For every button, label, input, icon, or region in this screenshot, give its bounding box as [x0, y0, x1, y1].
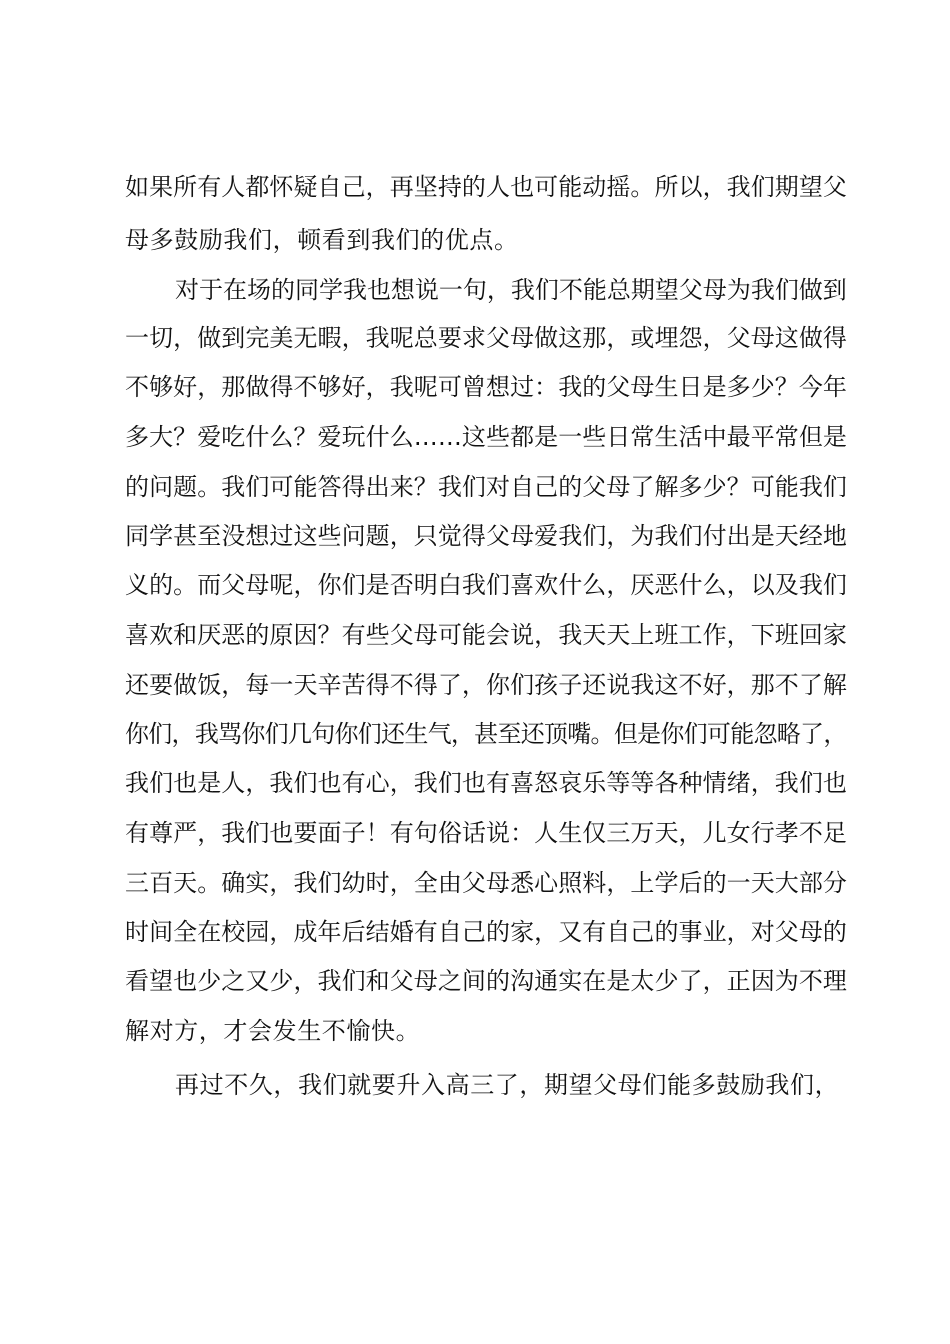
paragraph-2-line-13: 三百天。确实，我们幼时，全由父母悉心照料，上学后的一天大部分 — [125, 869, 847, 897]
paragraph-2-line-11: 我们也是人，我们也有心，我们也有喜怒哀乐等等各种情绪，我们也 — [125, 769, 847, 797]
paragraph-2-line-6: 同学甚至没想过这些问题，只觉得父母爱我们，为我们付出是天经地 — [125, 522, 847, 550]
paragraph-2-line-12: 有尊严，我们也要面子！有句俗话说：人生仅三万天，儿女行孝不足 — [125, 819, 847, 847]
paragraph-2-line-9: 还要做饭，每一天辛苦得不得了，你们孩子还说我这不好，那不了解 — [125, 671, 847, 699]
paragraph-1-line-2: 母多鼓励我们，顿看到我们的优点。 — [125, 226, 519, 254]
paragraph-2-line-3: 不够好，那做得不够好，我呢可曾想过：我的父母生日是多少？今年 — [125, 373, 847, 401]
paragraph-1-line-1: 如果所有人都怀疑自己，再坚持的人也可能动摇。所以，我们期望父 — [125, 173, 847, 201]
paragraph-2-line-16: 解对方，才会发生不愉快。 — [125, 1017, 421, 1045]
paragraph-3-line-1: 再过不久，我们就要升入高三了，期望父母们能多鼓励我们， — [175, 1071, 840, 1099]
paragraph-2-line-4: 多大？爱吃什么？爱玩什么……这些都是一些日常生活中最平常但是 — [125, 423, 847, 451]
paragraph-2-line-15: 看望也少之又少，我们和父母之间的沟通实在是太少了，正因为不理 — [125, 967, 847, 995]
paragraph-2-line-5: 的问题。我们可能答得出来？我们对自己的父母了解多少？可能我们 — [125, 473, 847, 501]
paragraph-2-line-7: 义的。而父母呢，你们是否明白我们喜欢什么，厌恶什么，以及我们 — [125, 571, 847, 599]
paragraph-2-line-8: 喜欢和厌恶的原因？有些父母可能会说，我天天上班工作，下班回家 — [125, 621, 847, 649]
paragraph-2-line-2: 一切，做到完美无暇，我呢总要求父母做这那，或埋怨，父母这做得 — [125, 324, 847, 352]
paragraph-2-line-10: 你们，我骂你们几句你们还生气，甚至还顶嘴。但是你们可能忽略了， — [125, 720, 847, 748]
paragraph-2-line-1: 对于在场的同学我也想说一句，我们不能总期望父母为我们做到 — [175, 276, 847, 304]
paragraph-2-line-14: 时间全在校园，成年后结婚有自己的家，又有自己的事业，对父母的 — [125, 918, 847, 946]
